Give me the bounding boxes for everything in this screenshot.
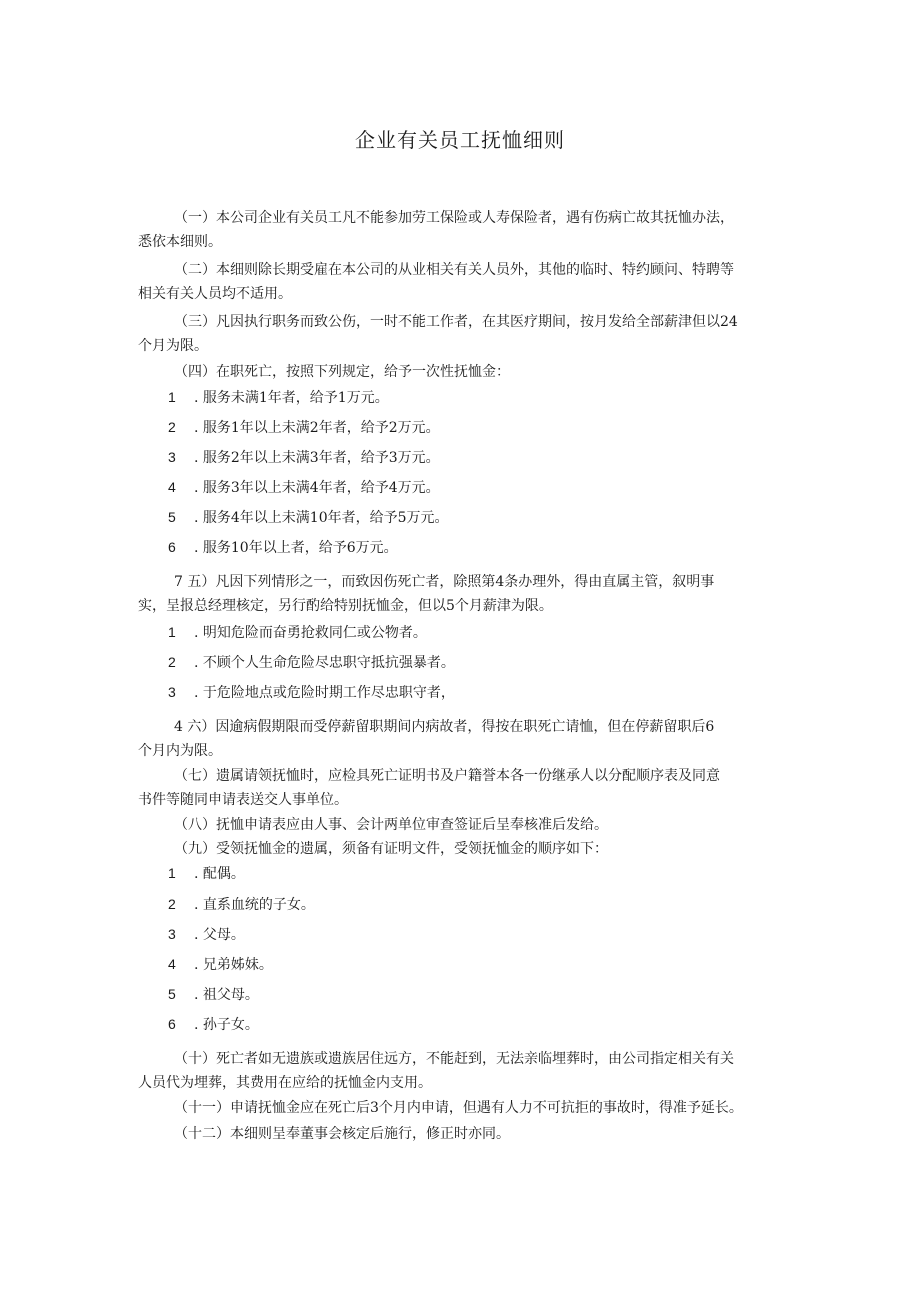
list-item: 5 . 服务4年以上未满10年者，给予5万元。 [168, 509, 449, 526]
clause-5 [138, 570, 794, 618]
clause-2-line-2: 相关有关人员均不适用。 [138, 286, 292, 302]
clause-8: （八）抚恤申请表应由人事、会计两单位审查签证后呈奉核准后发给。 [174, 817, 608, 833]
clause-3 [138, 310, 794, 358]
clause-6 [138, 715, 794, 763]
clause-6-line-1: 4 六）因逾病假期限而受停薪留职期间内病故者，得按在职死亡请恤，但在停薪留职后6 [174, 719, 715, 735]
list-item: 1 . 服务未满1年者，给予1万元。 [168, 389, 389, 406]
list-item: 2 . 直系血统的子女。 [168, 896, 315, 913]
clause-1 [138, 206, 794, 254]
clause-7-line-2: 书件等随同申请表送交人事单位。 [138, 792, 348, 808]
list-item: 1 . 配偶。 [168, 865, 245, 882]
list-item: 4 . 兄弟姊妹。 [168, 956, 273, 973]
clause-4: （四）在职死亡，按照下列规定，给予一次性抚恤金： [174, 364, 510, 380]
clause-10-line-2: 人员代为埋葬，其费用在应给的抚恤金内支用。 [138, 1075, 432, 1091]
clause-6-line-2: 个月内为限。 [138, 743, 222, 759]
clause-10-line-1: （十）死亡者如无遗族或遗族居住远方，不能赶到，无法亲临埋葬时，由公司指定相关有关 [174, 1051, 734, 1067]
list-item: 3 . 服务2年以上未满3年者，给予3万元。 [168, 449, 440, 466]
clause-11: （十一）申请抚恤金应在死亡后3个月内申请，但遇有人力不可抗拒的事故时，得准予延长。 [174, 1100, 743, 1116]
clause-1-line-1: （一）本公司企业有关员工凡不能参加劳工保险或人寿保险者，遇有伤病亡故其抚恤办法， [174, 210, 734, 226]
clause-2 [138, 258, 794, 306]
clause-9: （九）受领抚恤金的遗属，须备有证明文件，受领抚恤金的顺序如下： [174, 841, 608, 857]
clause-2-line-1: （二）本细则除长期受雇在本公司的从业相关有关人员外，其他的临时、特约顾问、特聘等 [174, 262, 734, 278]
list-item: 5 . 祖父母。 [168, 986, 259, 1003]
clause-5-line-2: 实，呈报总经理核定，另行酌给特别抚恤金，但以5个月薪津为限。 [138, 598, 553, 614]
clause-1-line-2: 悉依本细则。 [138, 234, 222, 250]
clause-12: （十二）本细则呈奉董事会核定后施行，修正时亦同。 [174, 1126, 510, 1142]
clause-10 [138, 1047, 794, 1095]
list-item: 4 . 服务3年以上未满4年者，给予4万元。 [168, 479, 440, 496]
clause-7 [138, 764, 794, 812]
document-title: 企业有关员工抚恤细则 [355, 128, 565, 152]
list-item: 3 . 于危险地点或危险时期工作尽忠职守者， [168, 684, 455, 701]
clause-3-line-2: 个月为限。 [138, 338, 208, 354]
list-item: 2 . 服务1年以上未满2年者，给予2万元。 [168, 419, 440, 436]
list-item: 3 . 父母。 [168, 926, 245, 943]
clause-3-line-1: （三）凡因执行职务而致公伤，一时不能工作者，在其医疗期间，按月发给全部薪津但以24 [174, 314, 738, 330]
clause-5-line-1: 7 五）凡因下列情形之一，而致因伤死亡者，除照第4条办理外，得由直属主管，叙明事 [174, 574, 715, 590]
list-item: 6 . 孙子女。 [168, 1016, 259, 1033]
list-item: 1 . 明知危险而奋勇抢救同仁或公物者。 [168, 624, 427, 641]
list-item: 2 . 不顾个人生命危险尽忠职守抵抗强暴者。 [168, 654, 455, 671]
clause-7-line-1: （七）遗属请领抚恤时，应检具死亡证明书及户籍誉本各一份继承人以分配顺序表及同意 [174, 768, 720, 784]
list-item: 6 . 服务10年以上者，给予6万元。 [168, 539, 398, 556]
